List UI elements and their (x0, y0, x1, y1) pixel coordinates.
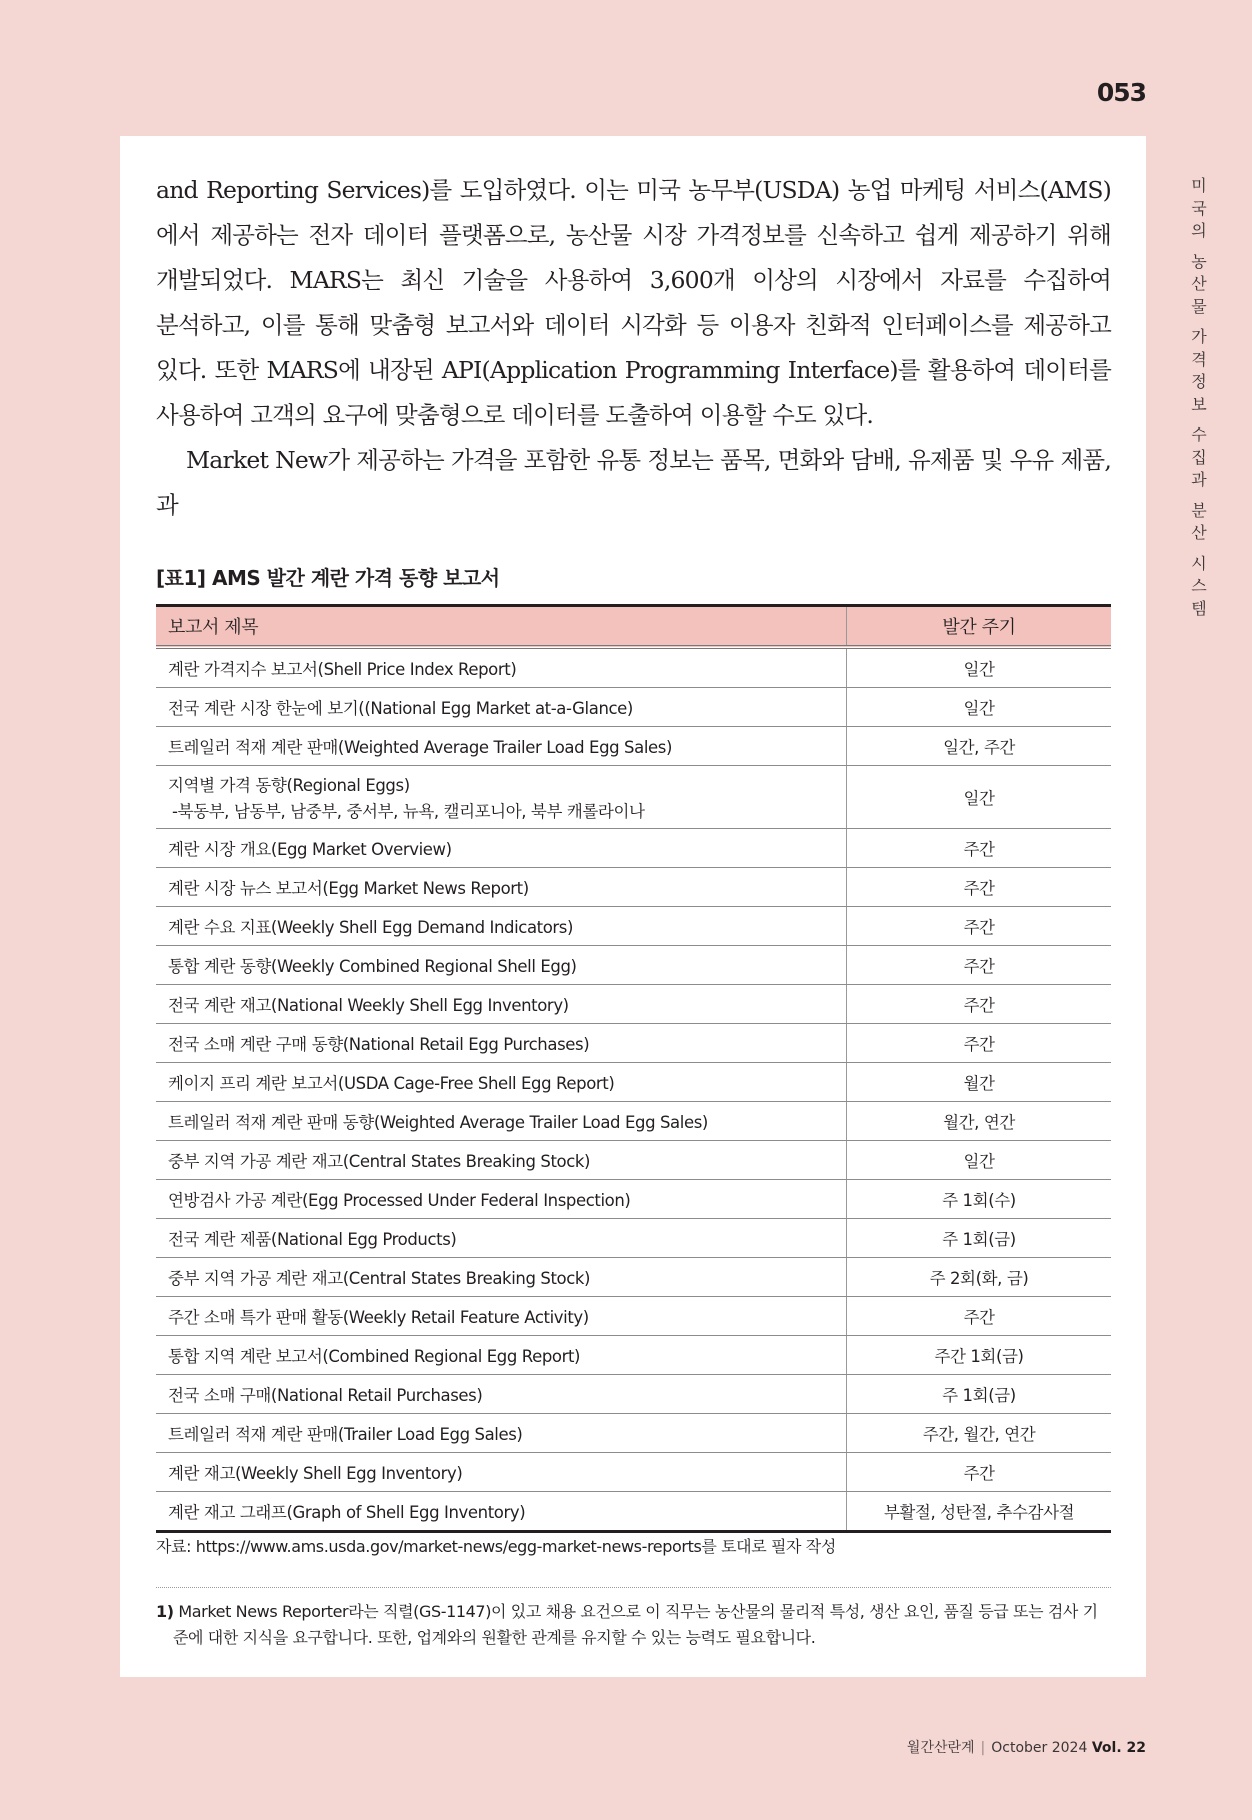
side-title-gap (1186, 492, 1212, 500)
cell-report-title (156, 946, 847, 985)
cell-report-title (156, 985, 847, 1024)
side-title-char: 산 (1191, 274, 1207, 293)
table-row (156, 1102, 1111, 1141)
side-title-char: 집 (1191, 447, 1207, 467)
table-row (156, 1258, 1111, 1297)
side-title-char: 스 (1191, 576, 1207, 595)
report-title-text: 트레일러 적재 계란 판매 동향(Weighted Average Trailer Load Egg Sales) (168, 1113, 708, 1132)
table-row (156, 1297, 1111, 1336)
side-title-char: 시 (1191, 553, 1207, 573)
report-title-text: 연방검사 가공 계란(Egg Processed Under Federal Inspection) (168, 1191, 631, 1210)
cell-report-title (156, 1024, 847, 1063)
report-title-text: 주간 소매 특가 판매 활동(Weekly Retail Feature Activity) (168, 1308, 589, 1327)
cell-publication-cycle: 주간 (847, 1453, 1112, 1492)
cell-publication-cycle: 일간 (847, 647, 1112, 688)
report-title-text: 계란 시장 개요(Egg Market Overview) (168, 840, 452, 859)
cell-publication-cycle: 주 1회(수) (847, 1180, 1112, 1219)
report-title-text: 통합 지역 계란 보고서(Combined Regional Egg Report) (168, 1347, 581, 1366)
cell-publication-cycle: 부활절, 성탄절, 추수감사절 (847, 1492, 1112, 1532)
side-title-gap (1186, 318, 1212, 326)
cell-report-title (156, 829, 847, 868)
cell-report-title (156, 1219, 847, 1258)
cell-report-title (156, 688, 847, 727)
table-row (156, 766, 1111, 829)
footnote-text: Market News Reporter라는 직렬(GS-1147)이 있고 채용 요건으로 이 직무는 농산물의 물리적 특성, 생산 요인, 품질 등급 또는 검사 기준에 대한 지식을 요구합니다. 또한, 업계와의 원활한 관계를 유지할 수 있는 능력도 필요합니다. (173, 1602, 1098, 1647)
side-title-char: 정 (1191, 372, 1207, 391)
table-row (156, 688, 1111, 727)
footer-issue: October 2024 (991, 1740, 1088, 1756)
report-title-text: 계란 가격지수 보고서(Shell Price Index Report) (168, 660, 517, 679)
report-title-text: 중부 지역 가공 계란 재고(Central States Breaking Stock) (168, 1152, 591, 1171)
table-row (156, 727, 1111, 766)
cell-report-title (156, 1297, 847, 1336)
table-source: 자료: https://www.ams.usda.gov/market-news/egg-market-news-reports를 토대로 필자 작성 (156, 1537, 836, 1556)
cell-publication-cycle: 주간 (847, 946, 1112, 985)
side-title-char: 가 (1191, 327, 1207, 346)
side-title-char: 분 (1191, 500, 1207, 520)
report-title-text: 지역별 가격 동향(Regional Eggs) (168, 776, 410, 795)
cell-report-title (156, 1258, 847, 1297)
cell-report-title (156, 1102, 847, 1141)
table-row (156, 1492, 1111, 1532)
cell-publication-cycle: 주간 (847, 1024, 1112, 1063)
report-title-text: 계란 시장 뉴스 보고서(Egg Market News Report) (168, 879, 529, 898)
body-text (156, 168, 1111, 528)
report-title-text: 트레일러 적재 계란 판매(Trailer Load Egg Sales) (168, 1425, 523, 1444)
cell-publication-cycle: 주 2회(화, 금) (847, 1258, 1112, 1297)
report-title-text: 전국 계란 시장 한눈에 보기((National Egg Market at-a-Glance) (168, 699, 633, 718)
cell-publication-cycle: 주간 (847, 1297, 1112, 1336)
table-row (156, 1453, 1111, 1492)
side-title-gap (1186, 545, 1212, 553)
side-title-char: 수 (1191, 425, 1207, 444)
report-title-text: 계란 재고(Weekly Shell Egg Inventory) (168, 1464, 463, 1483)
body-paragraph-2: Market New가 제공하는 가격을 포함한 유통 정보는 품목, 면화와 담배, 유제품 및 우유 제품, 과 (156, 446, 1111, 519)
table-row (156, 1141, 1111, 1180)
report-table (156, 604, 1111, 1533)
table-row (156, 1180, 1111, 1219)
cell-publication-cycle: 주 1회(금) (847, 1375, 1112, 1414)
side-title-char: 국 (1191, 198, 1207, 218)
cell-publication-cycle: 일간, 주간 (847, 727, 1112, 766)
side-title-char: 의 (1191, 221, 1207, 240)
section-side-title (1186, 175, 1212, 620)
report-title-text: 전국 소매 계란 구매 동향(National Retail Egg Purchases) (168, 1035, 590, 1054)
cell-report-title (156, 766, 847, 829)
header-report-title: 보고서 제목 (156, 606, 847, 648)
table-body (156, 647, 1111, 1532)
table-row (156, 1219, 1111, 1258)
cell-publication-cycle: 주 1회(금) (847, 1219, 1112, 1258)
report-title-text: 트레일러 적재 계란 판매(Weighted Average Trailer Load Egg Sales) (168, 738, 673, 757)
side-title-gap (1186, 243, 1212, 251)
content-panel (120, 136, 1146, 1677)
table-row (156, 1024, 1111, 1063)
cell-report-title (156, 1414, 847, 1453)
cell-report-title (156, 868, 847, 907)
side-title-char: 격 (1191, 349, 1207, 369)
header-publication-cycle: 발간 주기 (847, 606, 1112, 648)
report-title-text: 통합 계란 동향(Weekly Combined Regional Shell Egg) (168, 957, 577, 976)
side-title-char: 과 (1191, 470, 1207, 489)
cell-report-title (156, 727, 847, 766)
body-paragraph-1: and Reporting Services)를 도입하였다. 이는 미국 농무부(USDA) 농업 마케팅 서비스(AMS)에서 제공하는 전자 데이터 플랫폼으로, 농산물 시장 가격정보를 신속하고 쉽게 제공하기 위해 개발되었다. MARS는 최신 기술을 사용하여 3,600개 이상의 시장에서 자료를 수집하여 분석하고, 이를 통해 맞춤형 보고서와 데이터 시각화 등 이용자 친화적 인터페이스를 제공하고 있다. 또한 MARS에 내장된 API(Application Programming Interface)를 활용하여 데이터를 사용하여 고객의 요구에 맞춤형으로 데이터를 도출하여 이용할 수도 있다. (156, 176, 1111, 429)
cell-publication-cycle: 주간 (847, 907, 1112, 946)
cell-publication-cycle: 일간 (847, 1141, 1112, 1180)
table-row (156, 1375, 1111, 1414)
cell-publication-cycle: 주간 (847, 829, 1112, 868)
cell-publication-cycle: 월간 (847, 1063, 1112, 1102)
side-title-char: 농 (1191, 251, 1207, 271)
cell-publication-cycle: 주간, 월간, 연간 (847, 1414, 1112, 1453)
running-footer (907, 1737, 1146, 1757)
cell-publication-cycle: 주간 1회(금) (847, 1336, 1112, 1375)
table-row (156, 1414, 1111, 1453)
report-title-text: 전국 계란 재고(National Weekly Shell Egg Inventory) (168, 996, 569, 1015)
footnote (156, 1599, 1111, 1651)
table-header-row (156, 606, 1111, 648)
table-title: [표1] AMS 발간 계란 가격 동향 보고서 (156, 566, 500, 590)
table-row (156, 1063, 1111, 1102)
cell-report-title (156, 1063, 847, 1102)
report-title-subtext: -북동부, 남동부, 남중부, 중서부, 뉴욕, 캘리포니아, 북부 캐롤라이나 (172, 802, 645, 821)
report-table-wrapper (156, 604, 1111, 1533)
footnote-mark: 1) (156, 1602, 174, 1621)
report-title-text: 케이지 프리 계란 보고서(USDA Cage-Free Shell Egg Report) (168, 1074, 615, 1093)
side-title-char: 보 (1191, 394, 1207, 414)
cell-report-title (156, 1180, 847, 1219)
cell-publication-cycle: 주간 (847, 985, 1112, 1024)
side-title-char: 물 (1191, 296, 1207, 316)
report-title-text: 전국 소매 구매(National Retail Purchases) (168, 1386, 483, 1405)
cell-report-title (156, 907, 847, 946)
cell-publication-cycle: 일간 (847, 688, 1112, 727)
cell-report-title (156, 647, 847, 688)
table-row (156, 985, 1111, 1024)
table-row (156, 907, 1111, 946)
cell-publication-cycle: 월간, 연간 (847, 1102, 1112, 1141)
cell-publication-cycle: 일간 (847, 766, 1112, 829)
table-row (156, 647, 1111, 688)
cell-report-title (156, 1492, 847, 1532)
cell-report-title (156, 1141, 847, 1180)
report-title-text: 전국 계란 제품(National Egg Products) (168, 1230, 457, 1249)
report-title-text: 계란 재고 그래프(Graph of Shell Egg Inventory) (168, 1503, 526, 1522)
cell-report-title (156, 1336, 847, 1375)
table-row (156, 868, 1111, 907)
footer-separator: | (980, 1740, 986, 1756)
table-row (156, 946, 1111, 985)
side-title-char: 템 (1191, 598, 1207, 618)
table-row (156, 829, 1111, 868)
report-title-text: 계란 수요 지표(Weekly Shell Egg Demand Indicators) (168, 918, 574, 937)
report-title-text: 중부 지역 가공 계란 재고(Central States Breaking Stock) (168, 1269, 591, 1288)
cell-publication-cycle: 주간 (847, 868, 1112, 907)
side-title-char: 미 (1191, 176, 1207, 195)
cell-report-title (156, 1375, 847, 1414)
side-title-gap (1186, 416, 1212, 424)
footnote-divider (156, 1587, 1111, 1588)
cell-report-title (156, 1453, 847, 1492)
page-number: 053 (1096, 78, 1146, 107)
table-row (156, 1336, 1111, 1375)
footer-publication: 월간산란계 (906, 1740, 975, 1756)
footer-volume: Vol. 22 (1091, 1740, 1146, 1756)
side-title-char: 산 (1191, 523, 1207, 542)
